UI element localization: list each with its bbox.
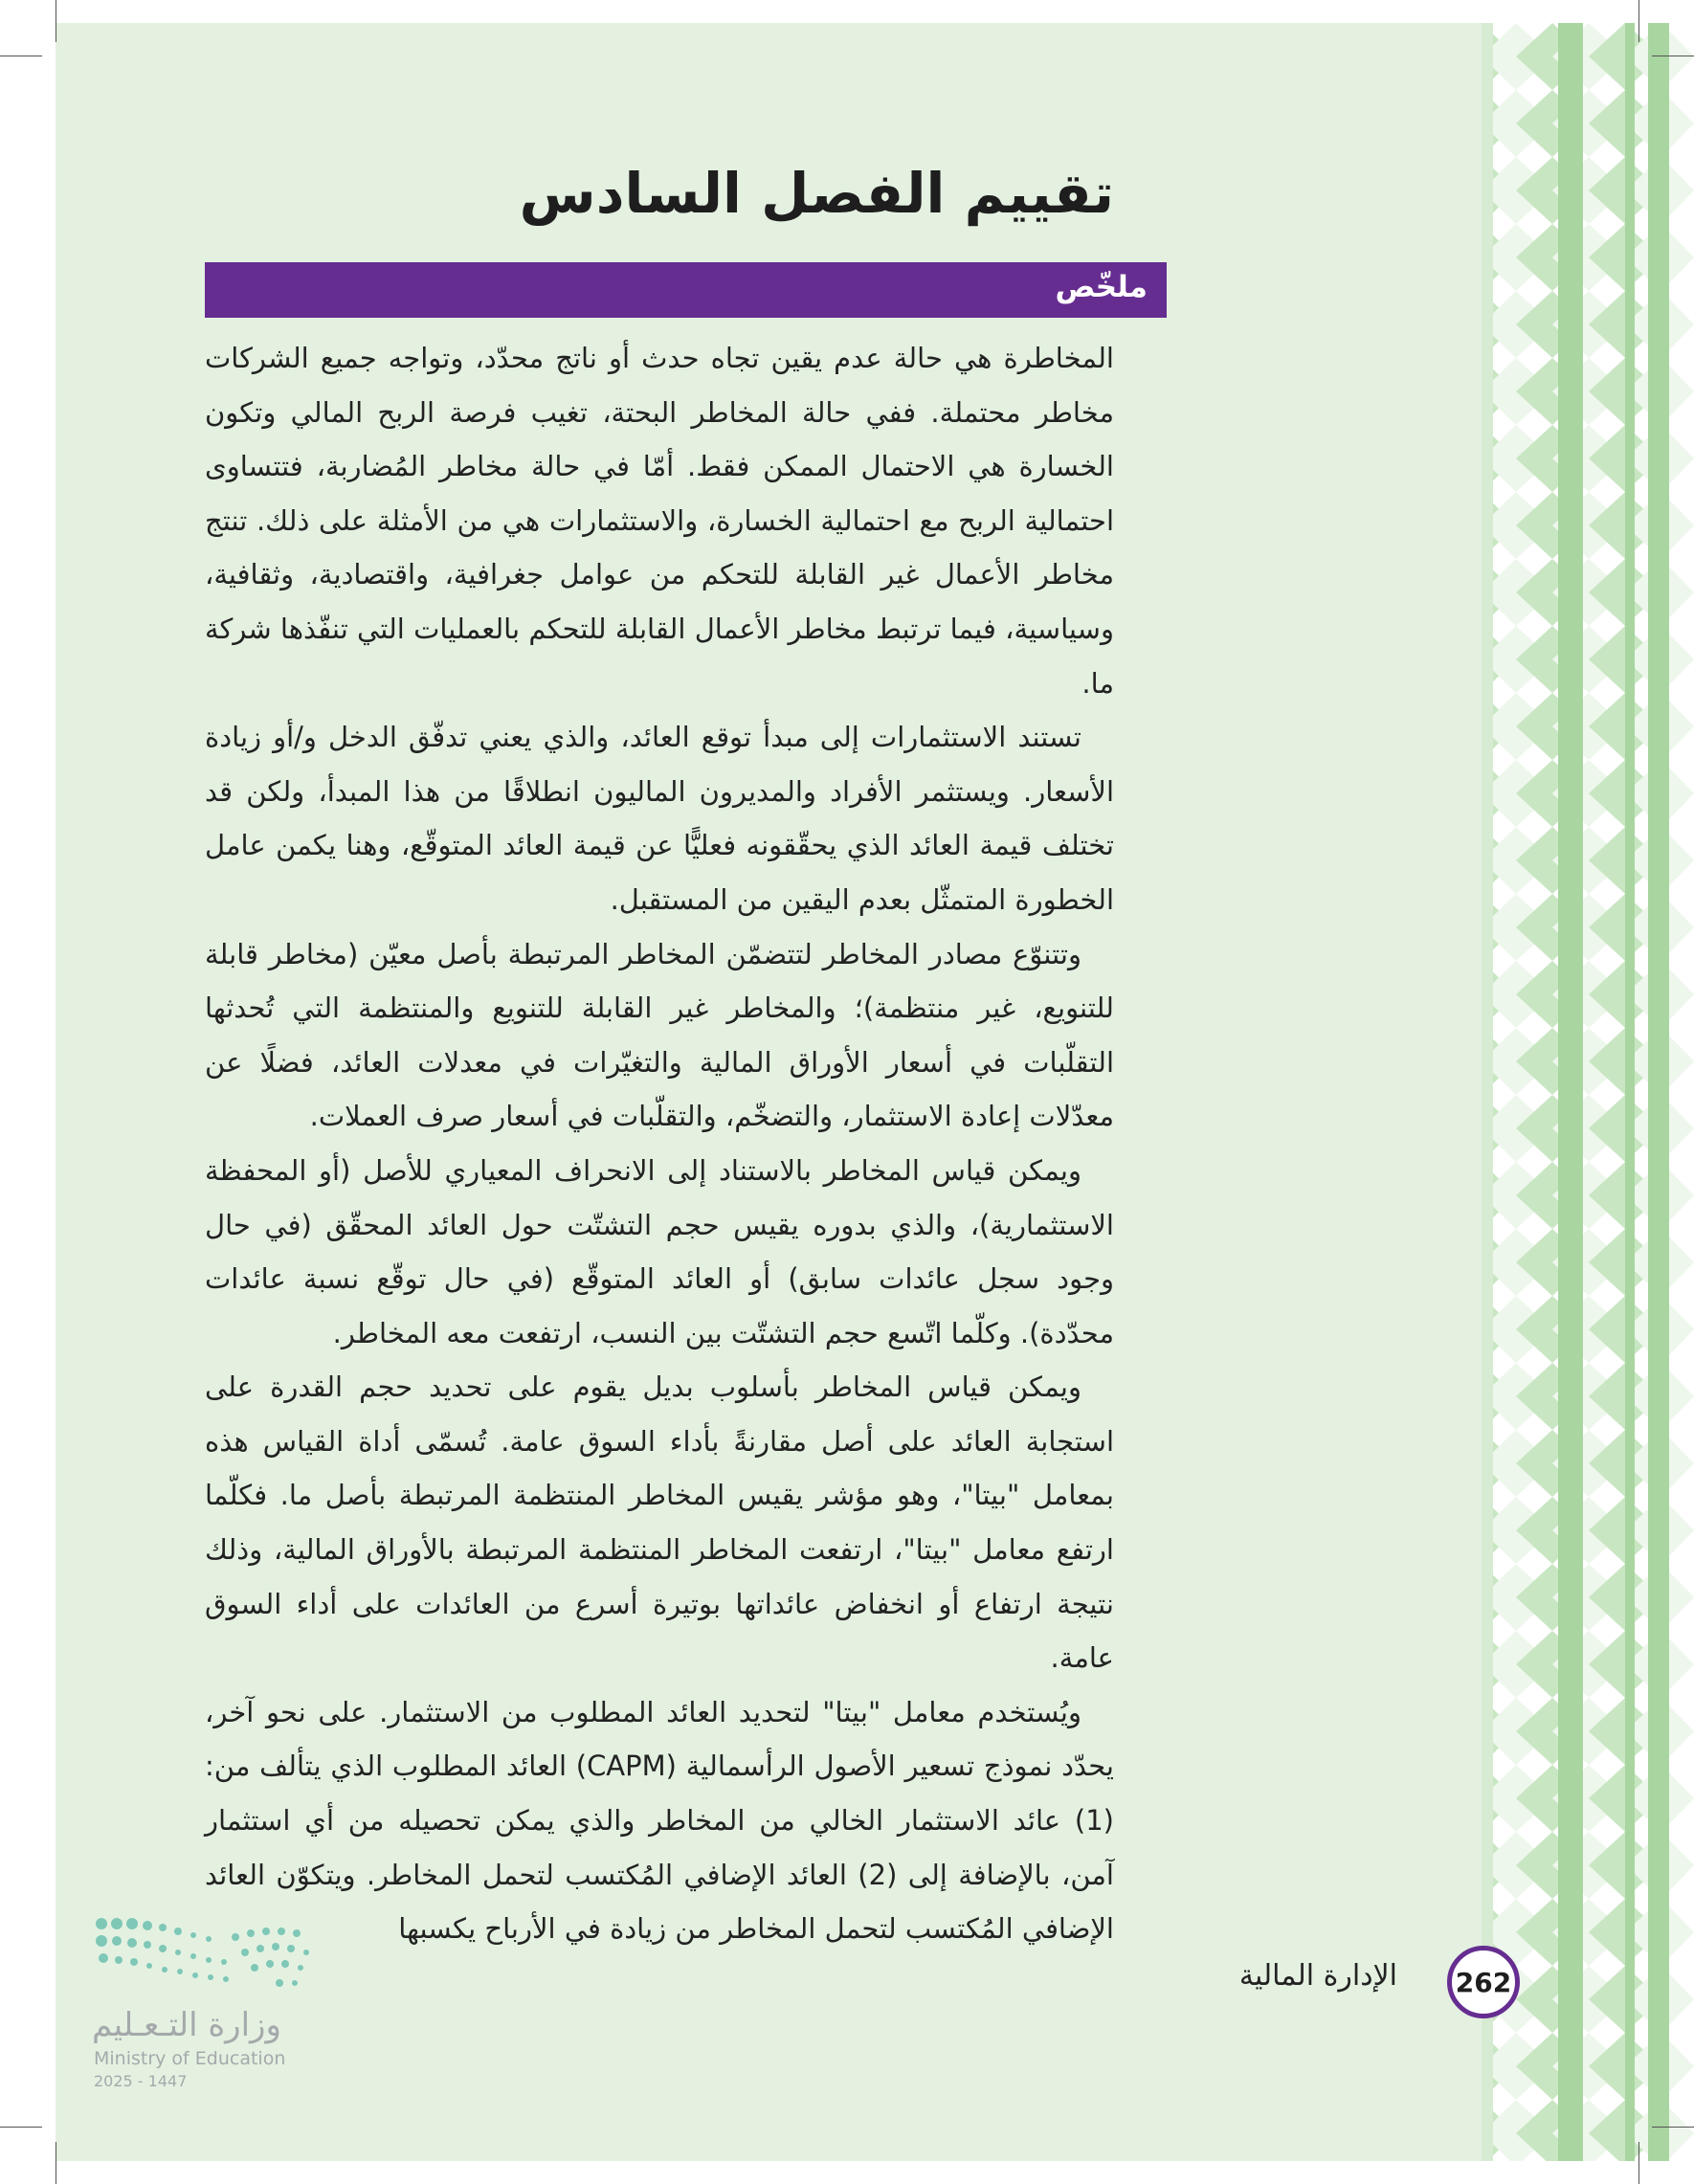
ministry-name-arabic: وزارة التـعـليم: [92, 2006, 281, 2044]
crop-mark: [1652, 2127, 1694, 2128]
crop-mark: [1638, 2142, 1639, 2184]
paragraph-risk-sources: وتتنوّع مصادر المخاطر لتتضمّن المخاطر المرتبطة بأصل معيّن (مخاطر قابلة للتنويع، غير منتظمة)؛ والمخاطر غير القابلة للتنويع والمنتظمة التي تُحدثها التقلّبات في أسعار الأوراق المالية والتغيّرات في معدلات العائد، فضلًا عن معدّلات إعادة الاستثمار، والتضخّم، والتقلّبات في أسعار صرف العملات.: [205, 937, 1114, 1133]
ministry-year: 2025 - 1447: [94, 2072, 188, 2090]
crop-mark: [1638, 0, 1639, 42]
summary-label: ملخّص: [1055, 270, 1148, 304]
summary-header-bar: [205, 262, 1167, 318]
ministry-name-english: Ministry of Education: [94, 2048, 286, 2069]
page-number: 262: [1455, 1966, 1512, 1998]
footer-book-title: الإدارة المالية: [1238, 1959, 1397, 1993]
summary-body: [205, 331, 1114, 1956]
paragraph-standard-deviation: ويمكن قياس المخاطر بالاستناد إلى الانحراف المعياري للأصل (أو المحفظة الاستثمارية)، والذي بدوره يقيس حجم التشتّت حول العائد المحقّق (في حال وجود سجل عائدات سابق) أو العائد المتوقّع (في حال توقّع نسبة عائدات محدّدة). وكلّما اتّسع حجم التشتّت بين النسب، ارتفعت معه المخاطر.: [205, 1153, 1114, 1349]
paragraph-expected-return: تستند الاستثمارات إلى مبدأ توقع العائد، والذي يعني تدفّق الدخل و/أو زيادة الأسعار. ويستثمر الأفراد والمديرون الماليون انطلاقًا من هذا المبدأ، ولكن قد تختلف قيمة العائد الذي يحقّقونه فعليًّا عن قيمة العائد المتوقّع، وهنا يكمن عامل الخطورة المتمثّل بعدم اليقين من المستقبل.: [205, 721, 1114, 916]
paragraph-beta: ويمكن قياس المخاطر بأسلوب بديل يقوم على تحديد حجم القدرة على استجابة العائد على أصل مقارنةً بأداء السوق عامة. تُسمّى أداة القياس هذه بمعامل "بيتا"، وهو مؤشر يقيس المخاطر المنتظمة المرتبطة بأصل ما. فكلّما ارتفع معامل "بيتا"، ارتفعت المخاطر المنتظمة المرتبطة بالأوراق المالية، وذلك نتيجة ارتفاع أو انخفاض عائداتها بوتيرة أسرع من العائدات على أداء السوق عامة.: [205, 1371, 1114, 1675]
paragraph-capm: ويُستخدم معامل "بيتا" لتحديد العائد المطلوب من الاستثمار. على نحو آخر، يحدّد نموذج تسعير الأصول الرأسمالية (CAPM) العائد المطلوب الذي يتألف من: (1) عائد الاستثمار الخالي من المخاطر والذي يمكن تحصيله من أي استثمار آمن، بالإضافة إلى (2) العائد الإضافي المُكتسب لتحمل المخاطر. ويتكوّن العائد الإضافي المُكتسب لتحمل المخاطر من زيادة في الأرباح يكسبها: [205, 1695, 1114, 1946]
decorative-side-pattern: [1482, 23, 1694, 2161]
chapter-assessment-title: تقييم الفصل السادس: [519, 161, 1114, 226]
ministry-logo-icon: [92, 1914, 312, 2006]
page-number-badge: [1447, 1946, 1520, 2018]
crop-mark: [0, 2127, 42, 2128]
paragraph-risk-definition: المخاطرة هي حالة عدم يقين تجاه حدث أو ناتج محدّد، وتواجه جميع الشركات مخاطر محتملة. ففي حالة المخاطر البحتة، تغيب فرصة الربح المالي وتكون الخسارة هي الاحتمال الممكن فقط. أمّا في حالة مخاطر المُضاربة، فتتساوى احتمالية الربح مع احتمالية الخسارة، والاستثمارات هي من الأمثلة على ذلك. تنتج مخاطر الأعمال غير القابلة للتحكم من عوامل جغرافية، واقتصادية، وثقافية، وسياسية، فيما ترتبط مخاطر الأعمال القابلة للتحكم بالعمليات التي تنفّذها شركة ما.: [205, 342, 1114, 700]
